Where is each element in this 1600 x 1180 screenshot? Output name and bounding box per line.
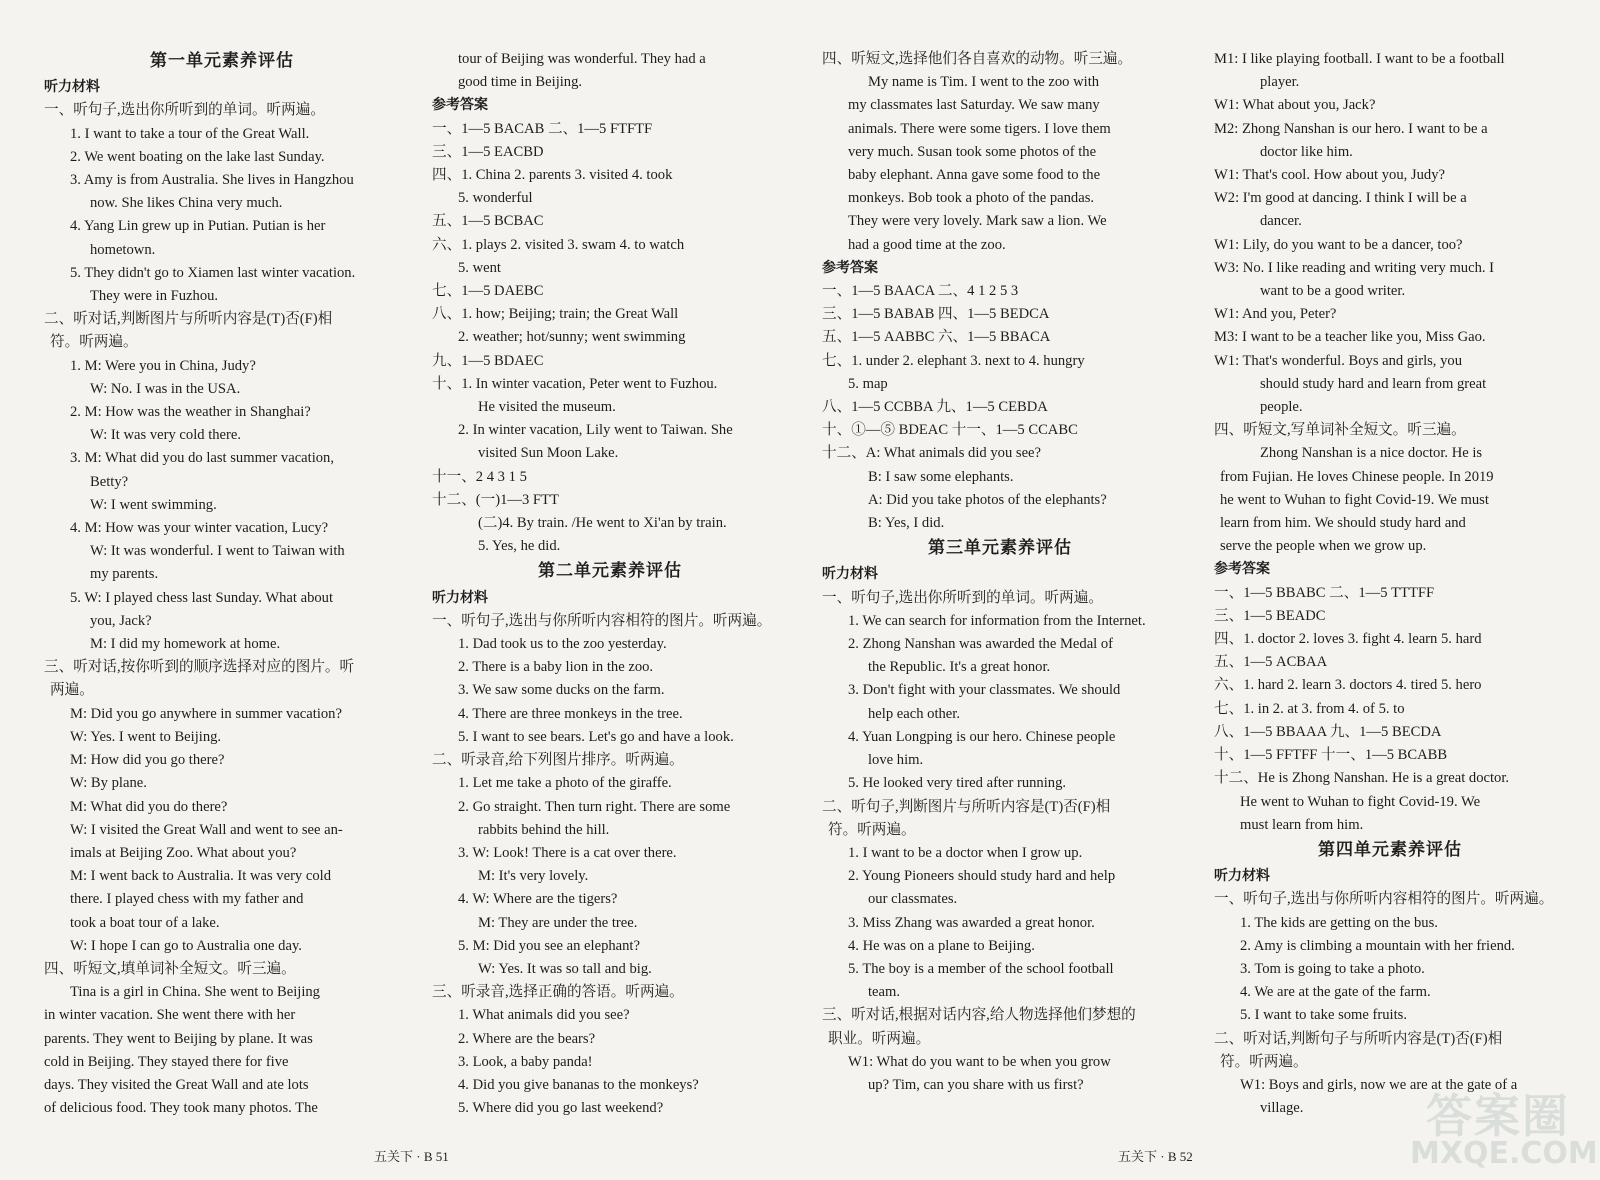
text-line: M: It's very lovely. xyxy=(478,868,589,885)
text-line: 三、听对话,根据对话内容,给人物选择他们梦想的 xyxy=(822,1007,1136,1024)
section-heading: 听力材料 xyxy=(44,79,100,96)
text-line: 1. Dad took us to the zoo yesterday. xyxy=(458,636,667,653)
text-line: 5. Where did you go last weekend? xyxy=(458,1100,664,1117)
section-title: 第四单元素养评估 xyxy=(1318,839,1462,860)
text-line: 5. I want to take some fruits. xyxy=(1240,1007,1407,1024)
text-line: good time in Beijing. xyxy=(458,74,583,91)
text-line: 五、1—5 ACBAA xyxy=(1214,654,1328,671)
text-line: 1. The kids are getting on the bus. xyxy=(1240,914,1438,931)
text-line: 一、听句子,选出你所听到的单词。听两遍。 xyxy=(44,102,325,119)
text-line: 十、①—⑤ BDEAC 十一、1—5 CCABC xyxy=(822,422,1078,439)
text-line: baby elephant. Anna gave some food to the xyxy=(848,167,1101,184)
text-line: dancer. xyxy=(1260,213,1302,230)
text-line: in winter vacation. She went there with her xyxy=(44,1007,296,1024)
text-line: animals. There were some tigers. I love them xyxy=(848,120,1111,137)
text-line: W: It was wonderful. I went to Taiwan with xyxy=(90,543,345,560)
text-line: W: It was very cold there. xyxy=(90,427,242,444)
text-line: 4. M: How was your winter vacation, Lucy? xyxy=(70,520,329,537)
text-line: W: I went swimming. xyxy=(90,496,217,513)
text-line: 2. M: How was the weather in Shanghai? xyxy=(70,404,311,421)
text-line: W: I hope I can go to Australia one day. xyxy=(70,937,302,954)
text-line: 职业。听两遍。 xyxy=(828,1030,931,1047)
text-line: He visited the museum. xyxy=(478,399,616,416)
text-line: 十一、2 4 3 1 5 xyxy=(432,468,527,485)
text-line: 四、听短文,填单词补全短文。听三遍。 xyxy=(44,960,296,977)
text-line: 4. Yuan Longping is our hero. Chinese people xyxy=(848,728,1116,745)
text-line: M: How did you go there? xyxy=(70,752,225,769)
text-line: 四、1. China 2. parents 3. visited 4. took xyxy=(432,167,673,184)
text-line: 十二、A: What animals did you see? xyxy=(822,445,1041,462)
section-title: 第一单元素养评估 xyxy=(150,51,294,71)
text-line: 3. Don't fight with your classmates. We should xyxy=(848,682,1121,699)
text-line: 3. Miss Zhang was awarded a great honor. xyxy=(848,914,1095,931)
section-heading: 参考答案 xyxy=(1214,561,1270,578)
text-line: days. They visited the Great Wall and ate lots xyxy=(44,1076,309,1093)
text-line: W1: Lily, do you want to be a dancer, too? xyxy=(1214,236,1463,253)
text-line: 七、1—5 DAEBC xyxy=(432,283,544,300)
column-3 xyxy=(822,48,1178,1097)
text-line: 2. In winter vacation, Lily went to Taiwan. She xyxy=(458,422,733,439)
text-line: up? Tim, can you share with us first? xyxy=(868,1076,1084,1093)
text-line: 十二、He is Zhong Nanshan. He is a great doctor. xyxy=(1214,770,1510,787)
text-line: you, Jack? xyxy=(90,612,152,629)
text-line: 九、1—5 BDAEC xyxy=(432,352,544,369)
text-line: there. I played chess with my father and xyxy=(70,891,304,908)
text-line: our classmates. xyxy=(868,891,958,908)
text-line: parents. They went to Beijing by plane. It was xyxy=(44,1030,313,1047)
text-line: 4. There are three monkeys in the tree. xyxy=(458,705,683,722)
section-title: 第二单元素养评估 xyxy=(538,561,682,582)
text-line: of delicious food. They took many photos. The xyxy=(44,1100,318,1117)
text-line: 四、1. doctor 2. loves 3. fight 4. learn 5. hard xyxy=(1214,631,1482,648)
text-line: serve the people when we grow up. xyxy=(1220,538,1427,555)
text-line: 5. W: I played chess last Sunday. What about xyxy=(70,589,334,606)
text-line: 十、1—5 FFTFF 十一、1—5 BCABB xyxy=(1214,747,1448,764)
text-line: W3: No. I like reading and writing very much. I xyxy=(1214,259,1495,276)
text-line: had a good time at the zoo. xyxy=(848,236,1006,253)
text-line: 2. Go straight. Then turn right. There are some xyxy=(458,798,731,815)
section-heading: 参考答案 xyxy=(432,97,488,114)
text-line: 3. We saw some ducks on the farm. xyxy=(458,682,665,699)
text-line: visited Sun Moon Lake. xyxy=(478,445,619,462)
text-line: 2. We went boating on the lake last Sunday. xyxy=(70,148,325,165)
text-line: 一、听句子,选出与你所听内容相符的图片。听两遍。 xyxy=(432,612,772,629)
text-line: should study hard and learn from great xyxy=(1260,375,1487,392)
text-line: Tina is a girl in China. She went to Beijing xyxy=(70,984,320,1001)
text-line: 五、1—5 AABBC 六、1—5 BBACA xyxy=(822,329,1051,346)
text-line: 一、1—5 BACAB 二、1—5 FTFTF xyxy=(432,120,653,137)
text-line: W1: What about you, Jack? xyxy=(1214,97,1376,114)
text-line: very much. Susan took some photos of the xyxy=(848,143,1097,160)
text-line: Betty? xyxy=(90,473,129,490)
text-line: 3. Amy is from Australia. She lives in Hangzhou xyxy=(70,172,354,189)
text-line: W: Yes. I went to Beijing. xyxy=(70,728,222,745)
column-2 xyxy=(432,48,788,1120)
text-line: B: Yes, I did. xyxy=(868,515,945,532)
text-line: 三、听录音,选择正确的答语。听两遍。 xyxy=(432,984,684,1001)
watermark-site-text: MXQE.COM xyxy=(1410,1136,1598,1171)
text-line: My name is Tim. I went to the zoo with xyxy=(868,74,1100,91)
text-line: They were in Fuzhou. xyxy=(90,288,219,305)
text-line: 三、1—5 BABAB 四、1—5 BEDCA xyxy=(822,306,1050,323)
watermark-logo xyxy=(1410,1080,1598,1172)
text-line: 一、1—5 BAACA 二、4 1 2 5 3 xyxy=(822,283,1019,300)
section-heading: 听力材料 xyxy=(432,589,488,606)
text-line: want to be a good writer. xyxy=(1260,283,1406,300)
text-line: 二、听对话,判断图片与所听内容是(T)否(F)相 xyxy=(44,311,333,328)
text-line: M: Did you go anywhere in summer vacation? xyxy=(70,705,342,722)
section-heading: 参考答案 xyxy=(822,259,878,276)
text-line: M: I went back to Australia. It was very cold xyxy=(70,868,331,885)
text-line: 一、1—5 BBABC 二、1—5 TTTFF xyxy=(1214,584,1435,601)
text-line: M: I did my homework at home. xyxy=(90,636,281,653)
text-line: W: No. I was in the USA. xyxy=(90,380,241,397)
text-line: B: I saw some elephants. xyxy=(868,468,1014,485)
text-line: M3: I want to be a teacher like you, Miss Gao. xyxy=(1214,329,1486,346)
text-line: 5. map xyxy=(848,375,888,392)
text-line: team. xyxy=(868,984,901,1001)
text-line: W: Yes. It was so tall and big. xyxy=(478,960,652,977)
text-line: 5. He looked very tired after running. xyxy=(848,775,1067,792)
text-line: 十二、(一)1—3 FTT xyxy=(432,491,559,508)
column-4 xyxy=(1214,48,1566,1120)
text-line: 二、听对话,判断句子与所听内容是(T)否(F)相 xyxy=(1214,1030,1503,1047)
text-line: must learn from him. xyxy=(1240,816,1364,833)
text-line: the Republic. It's a great honor. xyxy=(868,659,1051,676)
text-line: W2: I'm good at dancing. I think I will be a xyxy=(1214,190,1467,207)
text-line: 1. We can search for information from the Internet. xyxy=(848,612,1146,629)
text-line: 5. They didn't go to Xiamen last winter vacation. xyxy=(70,264,356,281)
text-line: 五、1—5 BCBAC xyxy=(432,213,544,230)
text-line: 2. Zhong Nanshan was awarded the Medal of xyxy=(848,636,1114,653)
text-line: 3. Look, a baby panda! xyxy=(458,1053,593,1070)
text-line: imals at Beijing Zoo. What about you? xyxy=(70,844,297,861)
text-line: 六、1. plays 2. visited 3. swam 4. to watch xyxy=(432,236,685,253)
text-line: 5. The boy is a member of the school football xyxy=(848,960,1114,977)
text-line: 三、1—5 EACBD xyxy=(432,143,544,160)
text-line: 1. Let me take a photo of the giraffe. xyxy=(458,775,672,792)
text-line: 两遍。 xyxy=(50,682,94,699)
text-line: 二、听句子,判断图片与所听内容是(T)否(F)相 xyxy=(822,798,1111,815)
text-line: took a boat tour of a lake. xyxy=(70,914,220,931)
text-line: village. xyxy=(1260,1100,1304,1117)
text-line: learn from him. We should study hard and xyxy=(1220,515,1466,532)
text-line: M1: I like playing football. I want to be a football xyxy=(1214,51,1505,67)
text-line: 符。听两遍。 xyxy=(1220,1053,1308,1070)
text-line: W1: That's cool. How about you, Judy? xyxy=(1214,167,1445,184)
text-line: 三、听对话,按你听到的顺序选择对应的图片。听 xyxy=(44,659,355,676)
text-line: M2: Zhong Nanshan is our hero. I want to be a xyxy=(1214,120,1488,137)
text-line: W: I visited the Great Wall and went to see an- xyxy=(70,821,343,838)
text-line: 1. M: Were you in China, Judy? xyxy=(70,357,256,374)
text-line: W: By plane. xyxy=(70,775,147,792)
text-line: M: What did you do there? xyxy=(70,798,228,815)
text-line: 三、1—5 BEADC xyxy=(1214,607,1326,624)
text-line: 4. He was on a plane to Beijing. xyxy=(848,937,1035,954)
text-line: my parents. xyxy=(90,566,159,583)
text-line: 二、听录音,给下列图片排序。听两遍。 xyxy=(432,752,684,769)
text-line: 2. Where are the bears? xyxy=(458,1030,596,1047)
text-line: W1: And you, Peter? xyxy=(1214,306,1337,323)
text-line: 1. I want to be a doctor when I grow up. xyxy=(848,844,1083,861)
text-line: people. xyxy=(1260,399,1303,416)
text-line: now. She likes China very much. xyxy=(90,195,283,212)
text-line: help each other. xyxy=(868,705,960,722)
text-line: 3. Tom is going to take a photo. xyxy=(1240,960,1425,977)
text-line: 八、1—5 CCBBA 九、1—5 CEBDA xyxy=(822,399,1048,416)
text-line: my classmates last Saturday. We saw many xyxy=(848,97,1100,114)
text-line: 3. M: What did you do last summer vacation, xyxy=(70,450,334,467)
text-line: 2. Amy is climbing a mountain with her friend. xyxy=(1240,937,1515,954)
text-line: 2. Young Pioneers should study hard and help xyxy=(848,868,1116,885)
page-number-left: 五关下 · B 51 xyxy=(374,1149,449,1164)
text-line: monkeys. Bob took a photo of the pandas. xyxy=(848,190,1095,207)
text-line: 八、1. how; Beijing; train; the Great Wall xyxy=(432,306,679,323)
text-line: he went to Wuhan to fight Covid-19. We must xyxy=(1220,491,1489,508)
column-1 xyxy=(44,48,400,1120)
text-line: hometown. xyxy=(90,241,156,258)
text-line: 八、1—5 BBAAA 九、1—5 BECDA xyxy=(1214,723,1442,740)
text-line: 4. We are at the gate of the farm. xyxy=(1240,984,1431,1001)
text-line: tour of Beijing was wonderful. They had a xyxy=(458,51,706,67)
text-line: 七、1. under 2. elephant 3. next to 4. hungry xyxy=(822,352,1085,369)
text-line: 4. W: Where are the tigers? xyxy=(458,891,618,908)
text-line: love him. xyxy=(868,752,924,769)
text-line: 5. went xyxy=(458,259,501,276)
text-line: A: Did you take photos of the elephants? xyxy=(868,491,1107,508)
text-line: 符。听两遍。 xyxy=(828,821,916,838)
text-line: They were very lovely. Mark saw a lion. We xyxy=(848,213,1107,230)
text-line: 4. Did you give bananas to the monkeys? xyxy=(458,1076,699,1093)
text-line: 一、听句子,选出与你所听内容相符的图片。听两遍。 xyxy=(1214,891,1554,908)
section-heading: 听力材料 xyxy=(1214,868,1270,885)
text-line: player. xyxy=(1260,74,1300,91)
text-line: 2. There is a baby lion in the zoo. xyxy=(458,659,654,676)
text-line: 四、听短文,选择他们各自喜欢的动物。听三遍。 xyxy=(822,51,1133,67)
text-line: 1. I want to take a tour of the Great Wall. xyxy=(70,125,310,142)
text-line: 四、听短文,写单词补全短文。听三遍。 xyxy=(1214,422,1466,439)
text-line: 4. Yang Lin grew up in Putian. Putian is her xyxy=(70,218,326,235)
page-number-right: 五关下 · B 52 xyxy=(1118,1149,1193,1164)
text-line: He went to Wuhan to fight Covid-19. We xyxy=(1240,793,1481,810)
text-line: 5. Yes, he did. xyxy=(478,538,561,555)
text-line: 七、1. in 2. at 3. from 4. of 5. to xyxy=(1214,700,1405,717)
text-line: cold in Beijing. They stayed there for five xyxy=(44,1053,289,1070)
section-heading: 听力材料 xyxy=(822,566,878,583)
section-title: 第三单元素养评估 xyxy=(928,538,1072,559)
text-line: 一、听句子,选出你所听到的单词。听两遍。 xyxy=(822,589,1103,606)
text-line: W1: That's wonderful. Boys and girls, you xyxy=(1214,352,1462,369)
text-line: 六、1. hard 2. learn 3. doctors 4. tired 5. hero xyxy=(1214,677,1482,694)
text-line: 5. I want to see bears. Let's go and have a look. xyxy=(458,728,734,745)
text-line: doctor like him. xyxy=(1260,143,1353,160)
text-line: 十、1. In winter vacation, Peter went to Fuzhou. xyxy=(432,375,718,392)
text-line: 3. W: Look! There is a cat over there. xyxy=(458,844,677,861)
text-line: rabbits behind the hill. xyxy=(478,821,610,838)
watermark-logo-text: 答案圈 xyxy=(1426,1089,1570,1143)
text-line: W1: Boys and girls, now we are at the gate of a xyxy=(1240,1076,1518,1093)
text-line: M: They are under the tree. xyxy=(478,914,638,931)
text-line: Zhong Nanshan is a nice doctor. He is xyxy=(1260,445,1483,462)
text-line: 5. M: Did you see an elephant? xyxy=(458,937,640,954)
text-line: 符。听两遍。 xyxy=(50,334,138,351)
text-line: (二)4. By train. /He went to Xi'an by train. xyxy=(478,515,727,532)
text-line: 2. weather; hot/sunny; went swimming xyxy=(458,329,686,346)
text-line: 5. wonderful xyxy=(458,190,533,207)
text-line: 1. What animals did you see? xyxy=(458,1007,630,1024)
text-line: from Fujian. He loves Chinese people. In 2019 xyxy=(1220,468,1494,485)
text-line: W1: What do you want to be when you grow xyxy=(848,1053,1111,1070)
